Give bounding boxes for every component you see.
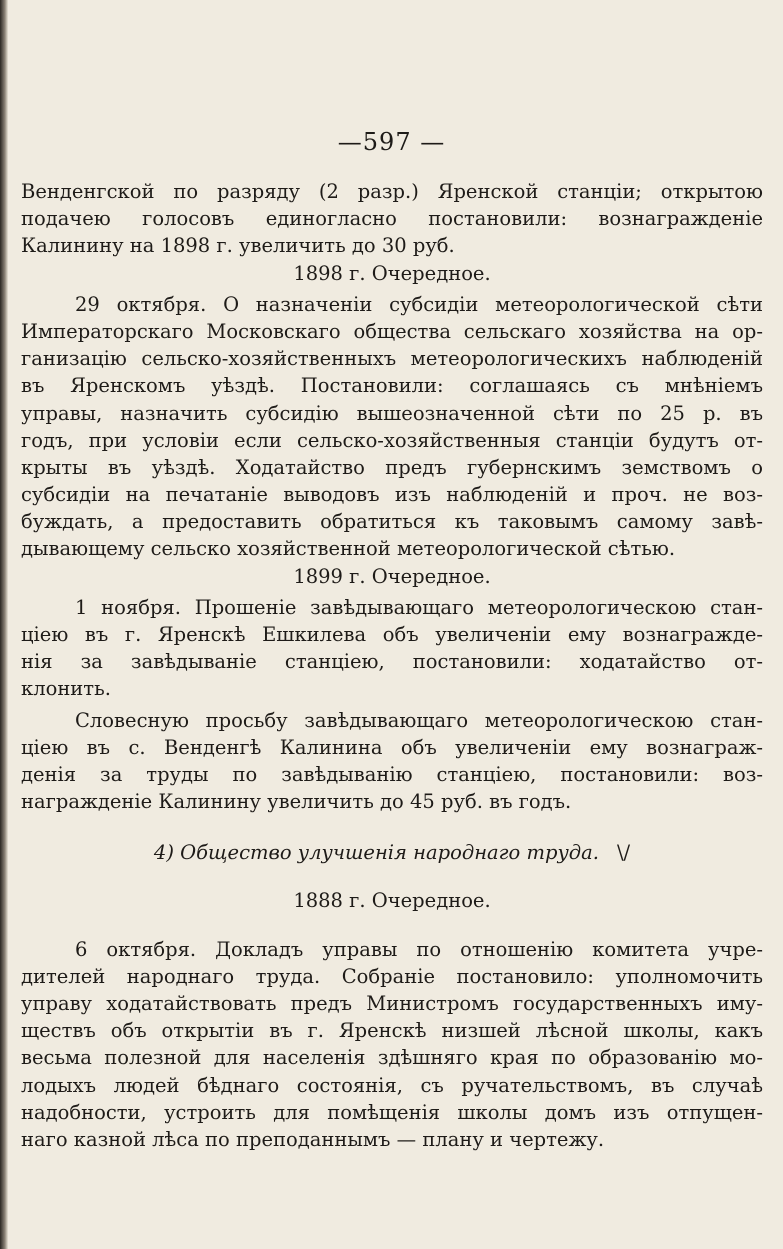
text-line: управы, назначить субсидію вышеозначенной сѣти по 25 р. въ [21, 401, 763, 425]
text-line: ществъ объ открытіи въ г. Яренскѣ низшей лѣсной школы, какъ [21, 1019, 763, 1043]
text-line: ганизацію сельско-хозяйственныхъ метеорологическихъ наблюденій [21, 347, 763, 371]
text-line: крыты въ уѣздѣ. Ходатайство предъ губернскимъ земствомъ о [21, 455, 763, 479]
text-line: 29 октября. О назначеніи субсидіи метеорологической сѣти [75, 292, 763, 316]
text-line: ціею въ с. Венденгѣ Калинина объ увеличеніи ему вознаграж- [21, 735, 763, 759]
paragraph [21, 291, 763, 563]
text-line: денія за труды по завѣдыванію станціею, постановили: воз- [21, 762, 763, 786]
page-number: —597 — [337, 128, 446, 156]
margin-check-mark: \/ [616, 841, 631, 865]
text-line: надобности, устроить для помѣщенія школы домъ изъ отпущен- [21, 1100, 763, 1124]
text-line: 1 ноября. Прошеніе завѣдывающаго метеорологическою стан- [75, 595, 763, 619]
section-heading-line [21, 839, 763, 866]
paragraph [21, 936, 763, 1154]
text-line: лодыхъ людей бѣднаго состоянія, съ ручательствомъ, въ случаѣ [21, 1073, 763, 1097]
text-line: нія за завѣдываніе станціею, постановили: ходатайство от- [21, 650, 763, 674]
text-line: годъ, при условіи если сельско-хозяйственныя станціи будутъ от- [21, 428, 763, 452]
text-line: субсидіи на печатаніе выводовъ изъ наблюденій и проч. не воз- [21, 483, 763, 507]
section-heading: 4) Общество улучшенія народнаго труда. [153, 841, 599, 865]
text-line: дывающему сельско хозяйственной метеорологической сѣтью. [21, 537, 676, 561]
text-line: Калинину на 1898 г. увеличить до 30 руб. [21, 234, 455, 258]
text-line: награжденіе Калинину увеличить до 45 руб. въ годъ. [21, 790, 572, 814]
year-heading: 1899 г. Очередное. [293, 564, 491, 588]
text-line: подачею голосовъ единогласно постановили: вознагражденіе [21, 207, 763, 231]
text-line: дителей народнаго труда. Собраніе постановило: уполномочить [21, 964, 763, 988]
text-line: Словесную просьбу завѣдывающаго метеорологическою стан- [75, 708, 763, 732]
text-line: наго казной лѣса по преподаннымъ — плану и чертежу. [21, 1128, 605, 1151]
page-body [21, 178, 763, 1153]
text-line: 6 октября. Докладъ управы по отношенію комитета учре- [75, 937, 763, 961]
paragraph [21, 707, 763, 816]
text-line: ціею въ г. Яренскѣ Ешкилева объ увеличеніи ему вознагражде- [21, 623, 763, 646]
text-line: буждать, а предоставить обратиться къ таковымъ самому завѣ- [21, 510, 763, 534]
text-line: клонить. [21, 677, 111, 701]
year-heading: 1888 г. Очередное. [293, 888, 491, 912]
paragraph [21, 594, 763, 703]
text-line: весьма полезной для населенія здѣшняго края по образованію мо- [21, 1046, 763, 1070]
page-binding-edge [0, 0, 8, 1249]
year-heading: 1898 г. Очередное. [293, 261, 491, 285]
text-line: управу ходатайствовать предъ Министромъ государственныхъ иму- [21, 992, 763, 1016]
text-line: Венденгской по разряду (2 разр.) Яренской станціи; открытою [21, 180, 763, 203]
text-line: Императорскаго Московскаго общества сельскаго хозяйства на ор- [21, 319, 763, 343]
paragraph [21, 178, 763, 260]
text-line: въ Яренскомъ уѣздѣ. Постановили: соглашаясь съ мнѣніемъ [21, 374, 763, 398]
